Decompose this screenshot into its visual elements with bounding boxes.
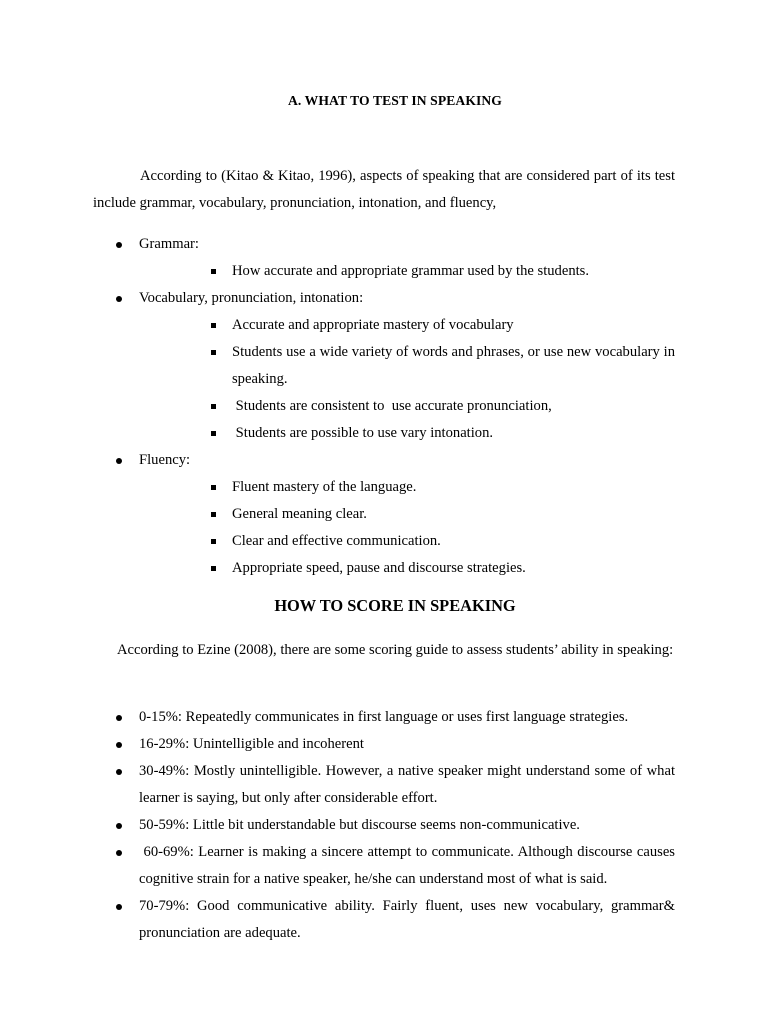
aspect-label: Fluency: (139, 452, 191, 468)
list-item (0, 501, 768, 528)
list-item-text: Fluent mastery of the language. (232, 479, 417, 495)
bullet-dot-icon (116, 904, 122, 910)
bullet-dot-icon (116, 296, 122, 302)
list-item (0, 420, 768, 447)
list-item (0, 258, 768, 285)
intro-paragraph-text: According to (Kitao & Kitao, 1996), aspects of speaking that are considered part of its test include grammar, vocabulary, pronunciation, intonation, and fluency, (93, 168, 675, 211)
list-item-text: Students are consistent to use accurate pronunciation, (232, 398, 552, 414)
score-item (0, 839, 768, 893)
score-item (0, 758, 768, 812)
list-item-text: Clear and effective communication. (232, 533, 441, 549)
bullet-square-icon (211, 431, 216, 436)
score-item (0, 731, 768, 758)
bullet-dot-icon (116, 242, 122, 248)
score-item-text: 50-59%: Little bit understandable but discourse seems non-communicative. (139, 817, 580, 833)
aspect-grammar (0, 231, 768, 258)
score-item-text: 60-69%: Learner is making a sincere attempt to communicate. Although discourse causes cognitive strain for a native speaker, he/she can understand most of what is said. (139, 844, 679, 887)
score-item-text: 0-15%: Repeatedly communicates in first language or uses first language strategies. (139, 709, 629, 725)
score-item-text: 16-29%: Unintelligible and incoherent (139, 736, 364, 752)
list-item-text: Appropriate speed, pause and discourse strategies. (232, 560, 526, 576)
list-item-text: Accurate and appropriate mastery of vocabulary (232, 317, 514, 333)
intro-paragraph (93, 163, 675, 217)
aspect-vocabulary (0, 285, 768, 312)
list-item (0, 393, 768, 420)
score-item (0, 812, 768, 839)
score-item (0, 704, 768, 731)
score-list (0, 704, 768, 947)
bullet-dot-icon (116, 823, 122, 829)
score-item (0, 893, 768, 947)
aspect-label: Vocabulary, pronunciation, intonation: (139, 290, 364, 306)
list-item-text: Students use a wide variety of words and phrases, or use new vocabulary in speaking. (232, 344, 675, 387)
bullet-dot-icon (116, 458, 122, 464)
bullet-dot-icon (116, 715, 122, 721)
bullet-square-icon (211, 404, 216, 409)
score-item-text: 30-49%: Mostly unintelligible. However, a native speaker might understand some of what learner is saying, but only after considerable effort. (139, 763, 675, 806)
score-item-text: 70-79%: Good communicative ability. Fairly fluent, uses new vocabulary, grammar& pronunciation are adequate. (139, 898, 675, 941)
aspect-label: Grammar: (139, 236, 199, 252)
bullet-square-icon (211, 539, 216, 544)
bullet-dot-icon (116, 850, 122, 856)
list-item-text: How accurate and appropriate grammar used by the students. (232, 263, 590, 279)
score-intro-text: According to Ezine (2008), there are some scoring guide to assess students’ ability in speaking: (117, 642, 674, 658)
list-item (0, 474, 768, 501)
list-item-text: General meaning clear. (232, 506, 367, 522)
list-item (0, 312, 768, 339)
list-item (0, 555, 768, 582)
bullet-dot-icon (116, 769, 122, 775)
aspects-list (0, 231, 768, 582)
list-item-text: Students are possible to use vary intonation. (232, 425, 494, 441)
bullet-square-icon (211, 485, 216, 490)
bullet-dot-icon (116, 742, 122, 748)
score-title: HOW TO SCORE IN SPEAKING (274, 596, 516, 615)
section-title: A. WHAT TO TEST IN SPEAKING (288, 93, 502, 108)
list-item (0, 528, 768, 555)
bullet-square-icon (211, 323, 216, 328)
bullet-square-icon (211, 512, 216, 517)
bullet-square-icon (211, 566, 216, 571)
aspect-fluency (0, 447, 768, 474)
list-item (0, 339, 768, 393)
bullet-square-icon (211, 350, 216, 355)
bullet-square-icon (211, 269, 216, 274)
score-intro-paragraph (93, 637, 675, 664)
